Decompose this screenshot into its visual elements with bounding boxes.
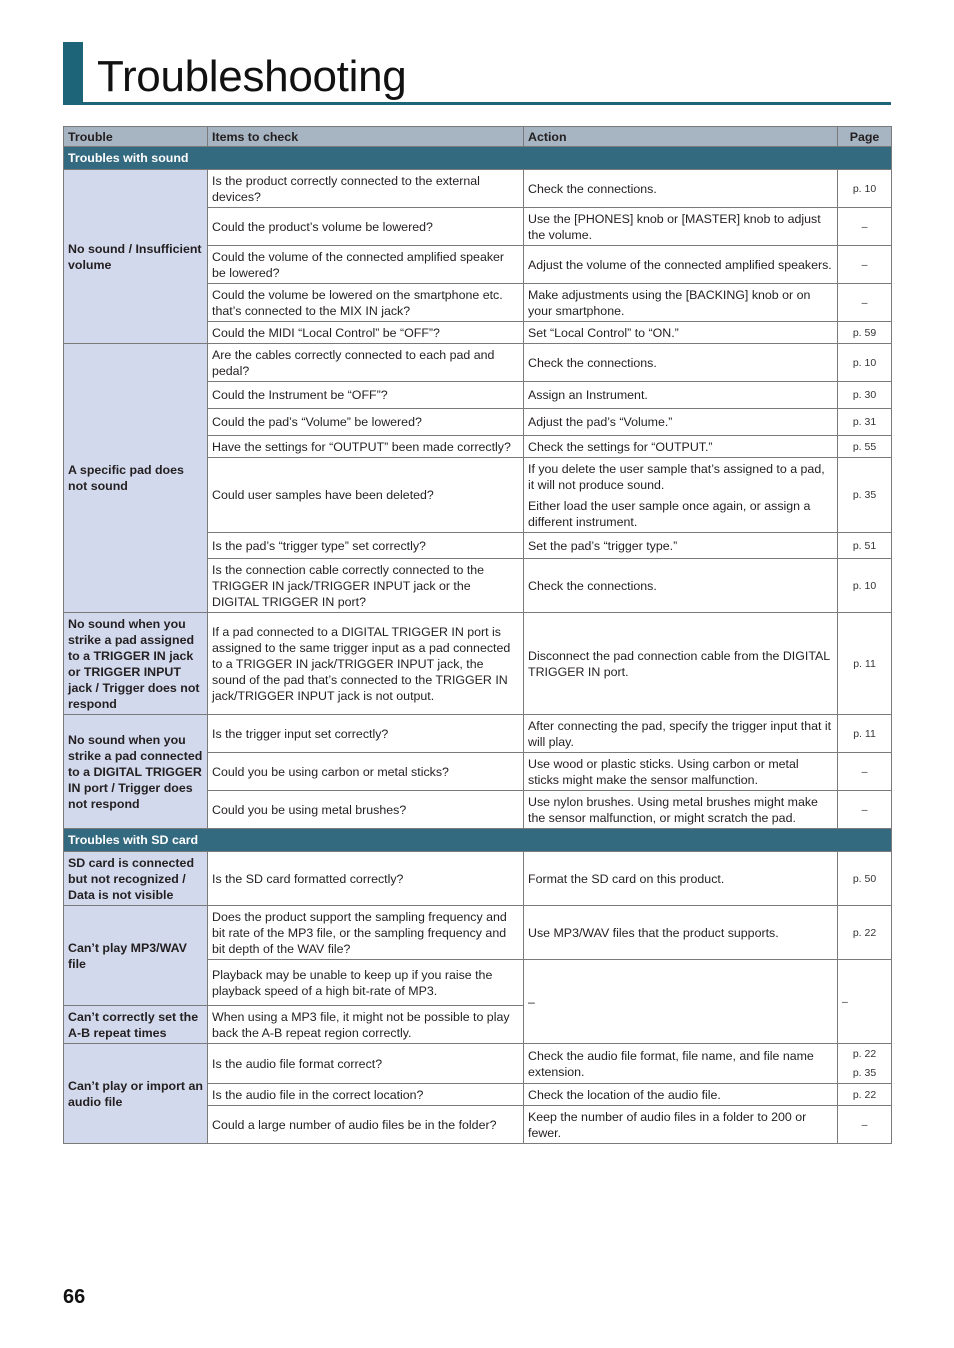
action-paragraph: If you delete the user sample that’s assigned to a pad, it will not produce sound. bbox=[528, 461, 825, 492]
page-ref: p. 10 bbox=[838, 170, 892, 208]
action-cell: Set “Local Control” to “ON.” bbox=[524, 322, 838, 344]
trouble-cell: Can’t play MP3/WAV file bbox=[64, 906, 208, 1006]
page-ref: – bbox=[838, 208, 892, 246]
trouble-cell: No sound when you strike a pad connected to a DIGITAL TRIGGER IN port / Trigger does not respond bbox=[64, 715, 208, 829]
item-cell: Could the product’s volume be lowered? bbox=[208, 208, 524, 246]
item-cell: Is the pad’s “trigger type” set correctly? bbox=[208, 533, 524, 559]
item-cell: Could the pad’s “Volume” be lowered? bbox=[208, 409, 524, 436]
trouble-cell: No sound / Insufficient volume bbox=[64, 170, 208, 344]
item-cell: Playback may be unable to keep up if you raise the playback speed of a high bit-rate of MP3. bbox=[208, 960, 524, 1006]
section-title-sound: Troubles with sound bbox=[64, 147, 892, 170]
action-cell: Assign an Instrument. bbox=[524, 382, 838, 409]
action-cell: Check the connections. bbox=[524, 170, 838, 208]
page-ref: p. 55 bbox=[838, 436, 892, 458]
table-row bbox=[64, 344, 892, 382]
page-ref: p. 31 bbox=[838, 409, 892, 436]
trouble-cell: No sound when you strike a pad assigned to a TRIGGER IN jack or TRIGGER INPUT jack / Trigger does not respond bbox=[64, 613, 208, 715]
table-header-row bbox=[64, 127, 892, 147]
action-cell: Set the pad’s “trigger type.” bbox=[524, 533, 838, 559]
page-ref: – bbox=[838, 960, 892, 1044]
table-row bbox=[64, 613, 892, 715]
item-cell: When using a MP3 file, it might not be possible to play back the A-B repeat region correctly. bbox=[208, 1006, 524, 1044]
item-cell: Is the product correctly connected to the external devices? bbox=[208, 170, 524, 208]
action-cell: Use nylon brushes. Using metal brushes might make the sensor malfunction, or might scratch the pad. bbox=[524, 791, 838, 829]
page-ref: p. 30 bbox=[838, 382, 892, 409]
action-cell: Format the SD card on this product. bbox=[524, 852, 838, 906]
header-items: Items to check bbox=[208, 127, 524, 147]
item-cell: Could the volume of the connected amplified speaker be lowered? bbox=[208, 246, 524, 284]
table-row bbox=[64, 852, 892, 906]
trouble-cell: Can’t correctly set the A-B repeat times bbox=[64, 1006, 208, 1044]
item-cell: Does the product support the sampling frequency and bit rate of the MP3 file, or the sampling frequency and bit depth of the WAV file? bbox=[208, 906, 524, 960]
item-cell: Have the settings for “OUTPUT” been made correctly? bbox=[208, 436, 524, 458]
page-ref: p. 11 bbox=[838, 715, 892, 753]
trouble-cell: Can’t play or import an audio file bbox=[64, 1044, 208, 1144]
page-header bbox=[63, 42, 891, 106]
troubleshooting-table bbox=[63, 126, 892, 1144]
action-cell: – bbox=[524, 960, 838, 1044]
header-action: Action bbox=[524, 127, 838, 147]
item-cell: Could the Instrument be “OFF”? bbox=[208, 382, 524, 409]
page-ref: – bbox=[838, 284, 892, 322]
action-cell: Use wood or plastic sticks. Using carbon or metal sticks might make the sensor malfunction. bbox=[524, 753, 838, 791]
page-ref: – bbox=[838, 1106, 892, 1144]
section-row bbox=[64, 829, 892, 852]
page-ref: p. 59 bbox=[838, 322, 892, 344]
title-accent-bar bbox=[63, 42, 83, 105]
item-cell: Could user samples have been deleted? bbox=[208, 458, 524, 533]
action-cell: Disconnect the pad connection cable from the DIGITAL TRIGGER IN port. bbox=[524, 613, 838, 715]
page-ref: – bbox=[838, 753, 892, 791]
action-cell: Check the location of the audio file. bbox=[524, 1084, 838, 1106]
page-ref bbox=[838, 1044, 892, 1084]
page-ref: p. 51 bbox=[838, 533, 892, 559]
item-cell: Is the audio file in the correct location? bbox=[208, 1084, 524, 1106]
item-cell: Could you be using carbon or metal sticks? bbox=[208, 753, 524, 791]
item-cell: Could the volume be lowered on the smartphone etc. that’s connected to the MIX IN jack? bbox=[208, 284, 524, 322]
page-ref: p. 11 bbox=[838, 613, 892, 715]
item-cell: Could the MIDI “Local Control” be “OFF”? bbox=[208, 322, 524, 344]
item-cell: Could a large number of audio files be in the folder? bbox=[208, 1106, 524, 1144]
action-cell: After connecting the pad, specify the trigger input that it will play. bbox=[524, 715, 838, 753]
action-cell: Keep the number of audio files in a folder to 200 or fewer. bbox=[524, 1106, 838, 1144]
page-ref-line: p. 22 bbox=[852, 1048, 877, 1060]
page-ref-line: p. 35 bbox=[852, 1067, 877, 1079]
action-paragraph: Either load the user sample once again, or assign a different instrument. bbox=[528, 498, 811, 529]
page-ref: p. 50 bbox=[838, 852, 892, 906]
table-row bbox=[64, 1044, 892, 1084]
action-cell: Check the connections. bbox=[524, 344, 838, 382]
header-page: Page bbox=[838, 127, 892, 147]
section-title-sd: Troubles with SD card bbox=[64, 829, 892, 852]
page-ref: – bbox=[838, 791, 892, 829]
page-ref: p. 22 bbox=[838, 906, 892, 960]
page-number: 66 bbox=[63, 1286, 86, 1308]
action-cell bbox=[524, 458, 838, 533]
title-underline bbox=[83, 102, 891, 105]
page-ref: – bbox=[838, 246, 892, 284]
action-cell: Check the connections. bbox=[524, 559, 838, 613]
section-row bbox=[64, 147, 892, 170]
action-cell: Check the settings for “OUTPUT.” bbox=[524, 436, 838, 458]
table-row bbox=[64, 715, 892, 753]
action-cell: Adjust the pad’s “Volume.” bbox=[524, 409, 838, 436]
item-cell: Is the audio file format correct? bbox=[208, 1044, 524, 1084]
action-cell: Adjust the volume of the connected amplified speakers. bbox=[524, 246, 838, 284]
page-ref: p. 35 bbox=[838, 458, 892, 533]
action-cell: Use the [PHONES] knob or [MASTER] knob to adjust the volume. bbox=[524, 208, 838, 246]
header-trouble: Trouble bbox=[64, 127, 208, 147]
action-cell: Check the audio file format, file name, and file name extension. bbox=[524, 1044, 838, 1084]
item-cell: Could you be using metal brushes? bbox=[208, 791, 524, 829]
item-cell: Is the SD card formatted correctly? bbox=[208, 852, 524, 906]
page-ref: p. 22 bbox=[838, 1084, 892, 1106]
item-cell: Is the connection cable correctly connected to the TRIGGER IN jack/TRIGGER INPUT jack or the DIGITAL TRIGGER IN port? bbox=[208, 559, 524, 613]
action-cell: Make adjustments using the [BACKING] knob or on your smartphone. bbox=[524, 284, 838, 322]
item-cell: If a pad connected to a DIGITAL TRIGGER IN port is assigned to the same trigger input as a pad connected to a TRIGGER IN jack/TRIGGER INPUT jack, the sound of the pad that’s connected to the TRIGGER IN jack/TRIGGER INPUT jack is not output. bbox=[208, 613, 524, 715]
table-row bbox=[64, 906, 892, 960]
item-cell: Are the cables correctly connected to each pad and pedal? bbox=[208, 344, 524, 382]
trouble-cell: A specific pad does not sound bbox=[64, 344, 208, 613]
table-row bbox=[64, 170, 892, 208]
page-title: Troubleshooting bbox=[97, 52, 407, 101]
page-ref: p. 10 bbox=[838, 344, 892, 382]
action-cell: Use MP3/WAV files that the product supports. bbox=[524, 906, 838, 960]
trouble-cell: SD card is connected but not recognized / Data is not visible bbox=[64, 852, 208, 906]
item-cell: Is the trigger input set correctly? bbox=[208, 715, 524, 753]
page-ref: p. 10 bbox=[838, 559, 892, 613]
